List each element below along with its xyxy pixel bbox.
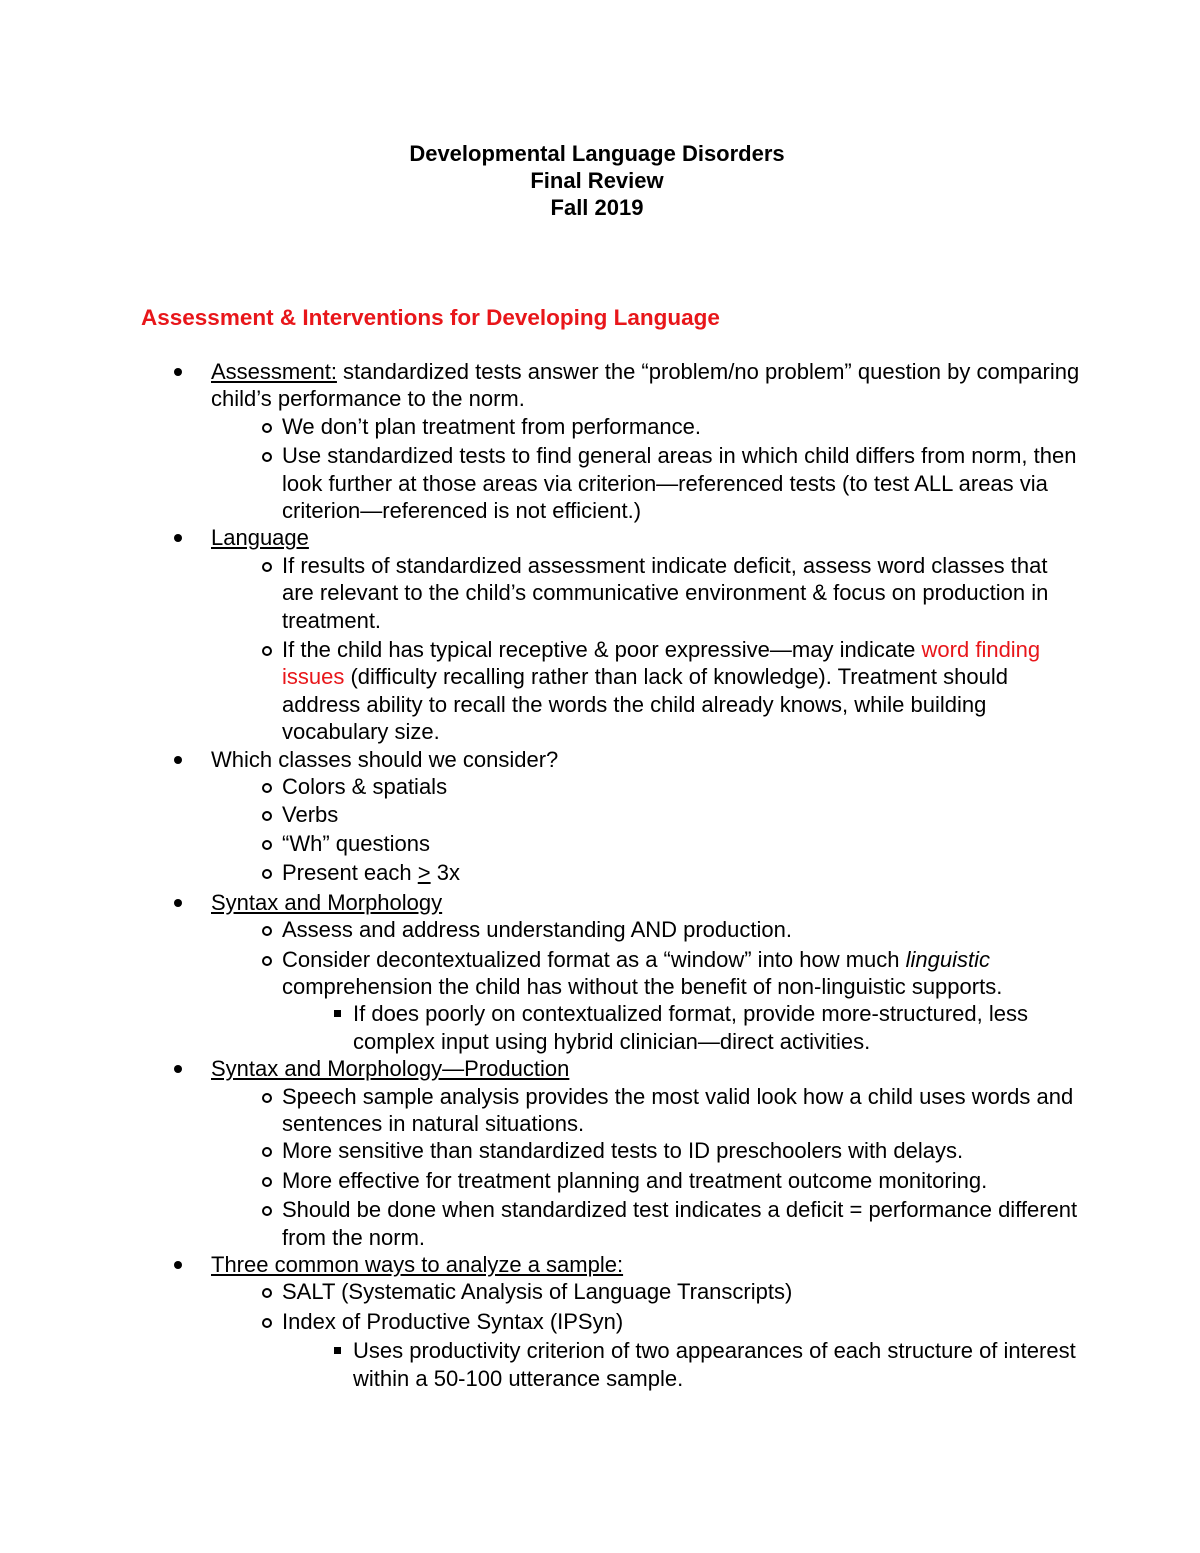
list-item (282, 1000, 1080, 1055)
list-item (211, 946, 1080, 1056)
list-item (211, 830, 1080, 857)
item-label: Language (211, 525, 309, 551)
item-text: More sensitive than standardized tests to ID preschoolers with delays. (282, 1138, 964, 1164)
section-heading: Assessment & Interventions for Developing Language (141, 305, 720, 330)
item-text: Speech sample analysis provides the most valid look how a child uses words and sentences in natural situations. (282, 1083, 1074, 1136)
item-text: Should be done when standardized test indicates a deficit = performance different from the norm. (282, 1197, 1078, 1250)
document-body (0, 358, 1200, 1392)
list-item (211, 442, 1080, 524)
highlighted-term: word finding issues (282, 637, 1041, 690)
item-text: Consider decontextualized format as a “window” into how much (282, 946, 906, 972)
title-line-1: Developmental Language Disorders (409, 141, 785, 166)
italic-term: linguistic (905, 946, 991, 972)
item-label: Three common ways to analyze a sample: (211, 1252, 624, 1277)
item-text: SALT (Systematic Analysis of Language Transcripts) (282, 1279, 793, 1305)
list-item-syntax (0, 889, 1200, 1055)
list-item (211, 1278, 1080, 1305)
list-item (211, 1167, 1080, 1194)
list-item (211, 773, 1080, 800)
item-text: (difficulty recalling rather than lack of knowledge). Treatment should address ability to recall the words the child already knows, while building vocabulary size. (282, 664, 1008, 745)
item-text: Index of Productive Syntax (IPSyn) (282, 1308, 624, 1334)
item-label: Syntax and Morphology (211, 889, 443, 915)
list-item (211, 413, 1080, 440)
item-text: “Wh” questions (282, 830, 430, 856)
title-line-3: Fall 2019 (550, 195, 644, 220)
list-item (211, 1308, 1080, 1392)
list-item-assessment (0, 358, 1200, 524)
title-line-2: Final Review (530, 168, 664, 193)
item-text: Verbs (282, 801, 339, 827)
list-item-classes (0, 746, 1200, 887)
item-text: Colors & spatials (282, 774, 448, 800)
item-text: If results of standardized assessment indicate deficit, assess word classes that are relevant to the child’s communicative environment & focus on production in treatment. (282, 552, 1049, 633)
item-text: Uses productivity criterion of two appearances of each structure of interest within a 50-100 utterance sample. (353, 1338, 1076, 1391)
list-item (211, 1137, 1080, 1164)
list-item (211, 859, 1080, 886)
list-item (211, 1083, 1080, 1138)
list-item (211, 636, 1080, 746)
item-label: Assessment: (211, 359, 337, 384)
list-item (282, 1337, 1080, 1392)
item-text: Assess and address understanding AND production. (282, 917, 792, 943)
item-text: 3x (430, 860, 460, 886)
item-text: Which classes should we consider? (211, 746, 559, 772)
item-text: Use standardized tests to find general areas in which child differs from norm, then look further at those areas via criterion—referenced tests (to test ALL areas via criterion—referenced is not efficient.) (282, 443, 1077, 524)
item-text: standardized tests answer the “problem/no problem” question by comparing child’s performance to the norm. (211, 359, 1080, 412)
item-text: More effective for treatment planning and treatment outcome monitoring. (282, 1167, 988, 1193)
list-item-three-ways (0, 1251, 1200, 1392)
list-item (211, 1196, 1080, 1251)
bullet-list (0, 358, 1200, 1392)
item-text: Present each (282, 860, 418, 886)
list-item-production (0, 1055, 1200, 1251)
list-item-language (0, 524, 1200, 745)
greater-equal-symbol: > (417, 860, 431, 886)
list-item (211, 916, 1080, 943)
document-title (0, 140, 1194, 221)
list-item (211, 801, 1080, 828)
item-text: If does poorly on contextualized format, provide more-structured, less complex input using hybrid clinician—direct activities. (353, 1001, 1028, 1054)
item-text: If the child has typical receptive & poor expressive—may indicate (282, 637, 922, 663)
item-text: We don’t plan treatment from performance. (282, 413, 702, 439)
list-item (211, 552, 1080, 634)
item-text: comprehension the child has without the benefit of non-linguistic supports. (282, 973, 1003, 999)
item-label: Syntax and Morphology—Production (211, 1056, 570, 1082)
